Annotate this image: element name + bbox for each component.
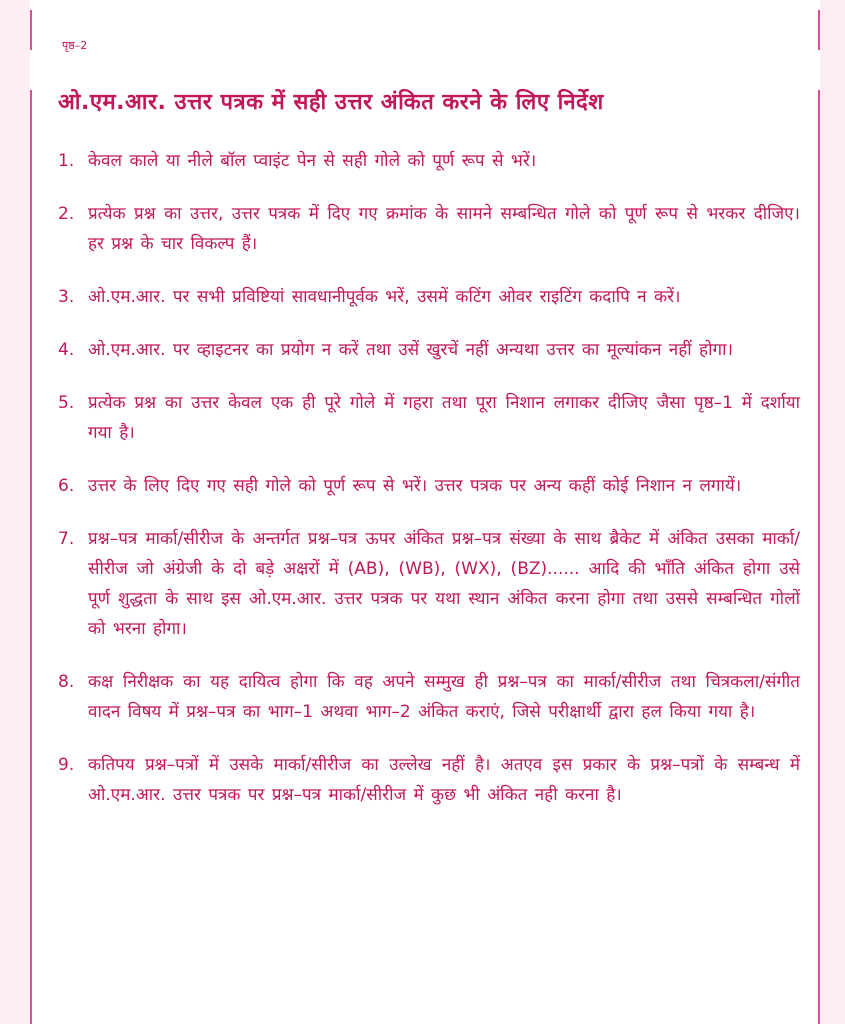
- instruction-number: 7.: [58, 529, 75, 549]
- instruction-number: 5.: [58, 393, 75, 413]
- instruction-item: [58, 524, 800, 644]
- page-border-right-top: [818, 10, 820, 50]
- page-number: पृष्ठ–2: [62, 39, 88, 52]
- instruction-item: [58, 471, 800, 501]
- instruction-text: कक्ष निरीक्षक का यह दायित्व होगा कि वह अपने सम्मुख ही प्रश्न–पत्र का मार्का/सीरीज तथा चित्रकला/संगीत वादन विषय में प्रश्न–पत्र का भाग–1 अथवा भाग–2 अंकित कराएं, जिसे परीक्षार्थी द्वारा हल किया गया है।: [88, 672, 800, 722]
- page-heading: ओ.एम.आर. उत्तर पत्रक में सही उत्तर अंकित करने के लिए निर्देश: [58, 90, 604, 115]
- page-border-right: [818, 90, 820, 1024]
- instruction-number: 1.: [58, 151, 75, 171]
- instruction-text: केवल काले या नीले बॉल प्वाइंट पेन से सही गोले को पूर्ण रूप से भरें।: [88, 151, 537, 171]
- instruction-number: 3.: [58, 287, 75, 307]
- instruction-number: 8.: [58, 672, 75, 692]
- page-border-left-top: [30, 10, 32, 50]
- instruction-text: उत्तर के लिए दिए गए सही गोले को पूर्ण रूप से भरें। उत्तर पत्रक पर अन्य कहीं कोई निशान न लगायें।: [88, 476, 742, 496]
- instruction-number: 2.: [58, 204, 75, 224]
- instruction-item: [58, 750, 800, 810]
- instruction-item: [58, 199, 800, 259]
- instruction-item: [58, 388, 800, 448]
- instruction-text: प्रश्न–पत्र मार्का/सीरीज के अन्तर्गत प्रश्न–पत्र ऊपर अंकित प्रश्न–पत्र संख्या के साथ ब्रैकेट में अंकित उसका मार्का/सीरीज जो अंग्रेजी के दो बड़े अक्षरों में (AB), (WB), (WX), (BZ)...... आदि की भाँति अंकित होगा उसे पूर्ण शुद्धता के साथ इस ओ.एम.आर. उत्तर पत्रक पर यथा स्थान अंकित करना होगा तथा उससे सम्बन्धित गोलों को भरना होगा।: [88, 529, 800, 639]
- instruction-item: [58, 335, 800, 365]
- page-border-left: [30, 90, 32, 1024]
- instruction-text: प्रत्येक प्रश्न का उत्तर केवल एक ही पूरे गोले में गहरा तथा पूरा निशान लगाकर दीजिए जैसा पृष्ठ–1 में दर्शाया गया है।: [88, 393, 800, 443]
- instruction-item: [58, 282, 800, 312]
- instruction-item: [58, 146, 800, 176]
- instruction-item: [58, 667, 800, 727]
- document-page: [30, 0, 820, 1024]
- instruction-text: कतिपय प्रश्न–पत्रों में उसके मार्का/सीरीज का उल्लेख नहीं है। अतएव इस प्रकार के प्रश्न–पत्रों के सम्बन्ध में ओ.एम.आर. उत्तर पत्रक पर प्रश्न–पत्र मार्का/सीरीज में कुछ भी अंकित नही करना है।: [88, 755, 800, 805]
- instruction-list: [58, 146, 800, 833]
- instruction-text: ओ.एम.आर. पर व्हाइटनर का प्रयोग न करें तथा उसें खुरचें नहीं अन्यथा उत्तर का मूल्यांकन नहीं होगा।: [88, 340, 733, 360]
- instruction-text: ओ.एम.आर. पर सभी प्रविष्टियां सावधानीपूर्वक भरें, उसमें कटिंग ओवर राइटिंग कदापि न करें।: [88, 287, 681, 307]
- instruction-number: 6.: [58, 476, 75, 496]
- instruction-number: 4.: [58, 340, 75, 360]
- instruction-text: प्रत्येक प्रश्न का उत्तर, उत्तर पत्रक में दिए गए क्रमांक के सामने सम्बन्धित गोले को पूर्ण रूप से भरकर दीजिए। हर प्रश्न के चार विकल्प हैं।: [88, 204, 800, 254]
- instruction-number: 9.: [58, 755, 75, 775]
